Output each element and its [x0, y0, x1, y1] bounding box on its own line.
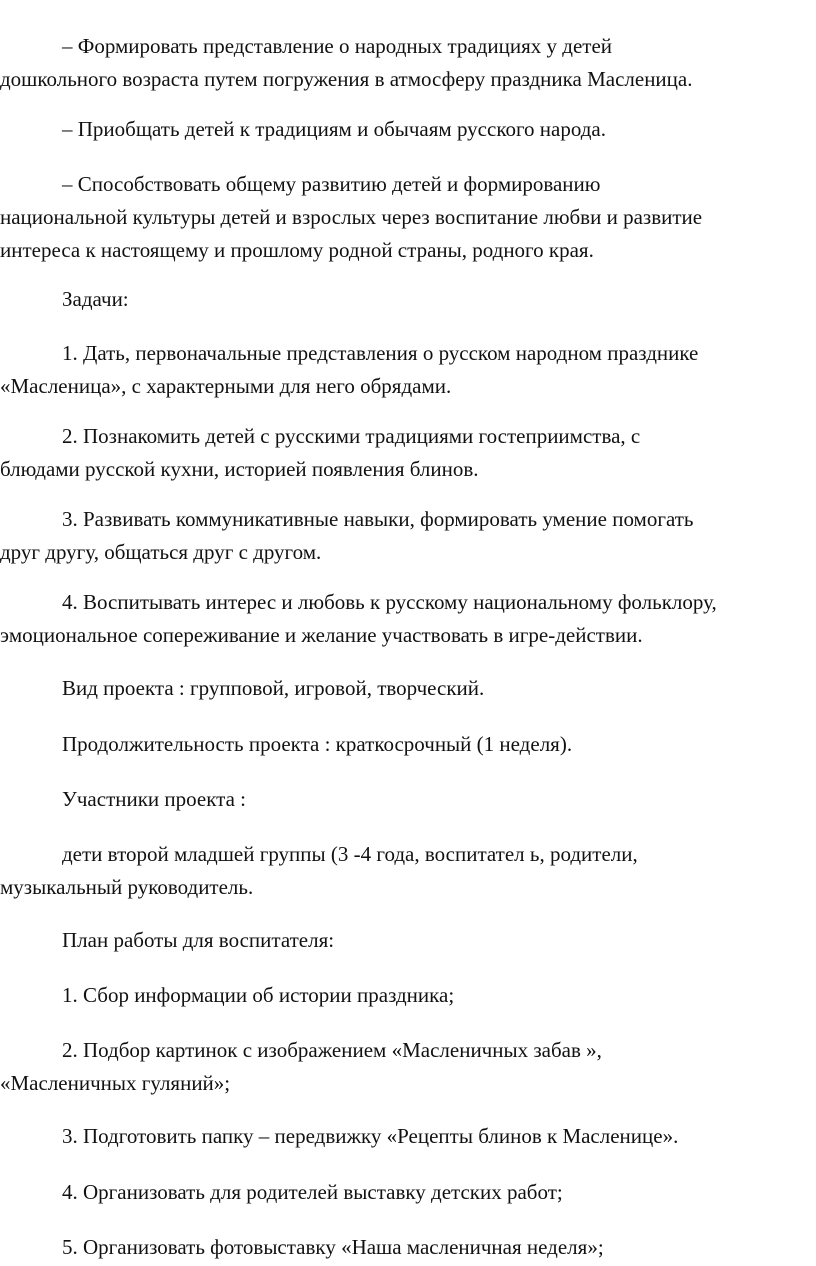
goal-paragraph-3 — [0, 168, 816, 267]
task-item-4 — [0, 586, 816, 652]
text-line: План работы для воспитателя: — [62, 928, 335, 952]
text-line: 4. Организовать для родителей выставку детских работ; — [62, 1180, 563, 1204]
text-line: 3. Подготовить папку – передвижку «Рецепты блинов к Масленице». — [62, 1124, 679, 1148]
plan-item-2 — [0, 1034, 816, 1100]
plan-item-1 — [0, 979, 816, 1012]
goal-paragraph-2 — [0, 113, 816, 146]
task-item-2 — [0, 420, 816, 486]
text-line: Участники проекта : — [62, 787, 246, 811]
text-line: Вид проекта : групповой, игровой, творческий. — [62, 676, 485, 700]
text-line: 5. Организовать фотовыставку «Наша масленичная неделя»; — [62, 1235, 604, 1259]
project-participants — [0, 838, 816, 904]
tasks-heading — [0, 283, 816, 316]
work-plan-heading — [0, 924, 816, 957]
text-line: национальной культуры детей и взрослых через воспитание любви и развитие — [0, 205, 703, 229]
task-item-1 — [0, 337, 816, 403]
text-line: 2. Познакомить детей с русскими традициями гостеприимства, с — [62, 424, 641, 448]
text-line: «Масленичных гуляний»; — [0, 1071, 231, 1095]
goal-paragraph-1 — [0, 30, 816, 96]
plan-item-5 — [0, 1231, 816, 1264]
project-duration — [0, 728, 816, 761]
task-item-3 — [0, 503, 816, 569]
text-line: «Масленица», с характерными для него обрядами. — [0, 374, 452, 398]
text-line: 2. Подбор картинок с изображением «Масленичных забав », — [62, 1038, 602, 1062]
text-line: эмоциональное сопереживание и желание участвовать в игре-действии. — [0, 623, 643, 647]
project-participants-heading — [0, 783, 816, 816]
text-line: 3. Развивать коммуникативные навыки, формировать умение помогать — [62, 507, 694, 531]
text-line: – Приобщать детей к традициям и обычаям русского народа. — [62, 117, 607, 141]
plan-item-3 — [0, 1120, 816, 1153]
project-type — [0, 672, 816, 705]
text-line: блюдами русской кухни, историей появления блинов. — [0, 457, 479, 481]
text-line: друг другу, общаться друг с другом. — [0, 540, 322, 564]
text-line: Задачи: — [62, 287, 129, 311]
text-line: дети второй младшей группы (3 -4 года, воспитател ь, родители, — [62, 842, 638, 866]
text-line: 1. Сбор информации об истории праздника; — [62, 983, 455, 1007]
text-line: – Формировать представление о народных традициях у детей — [62, 34, 613, 58]
text-line: – Способствовать общему развитию детей и формированию — [62, 172, 601, 196]
plan-item-4 — [0, 1176, 816, 1209]
text-line: Продолжительность проекта : краткосрочный (1 неделя). — [62, 732, 573, 756]
text-line: дошкольного возраста путем погружения в атмосферу праздника Масленица. — [0, 67, 693, 91]
text-line: 4. Воспитывать интерес и любовь к русскому национальному фольклору, — [62, 590, 717, 614]
text-line: 1. Дать, первоначальные представления о русском народном празднике — [62, 341, 699, 365]
text-line: музыкальный руководитель. — [0, 875, 254, 899]
text-line: интереса к настоящему и прошлому родной страны, родного края. — [0, 238, 594, 262]
